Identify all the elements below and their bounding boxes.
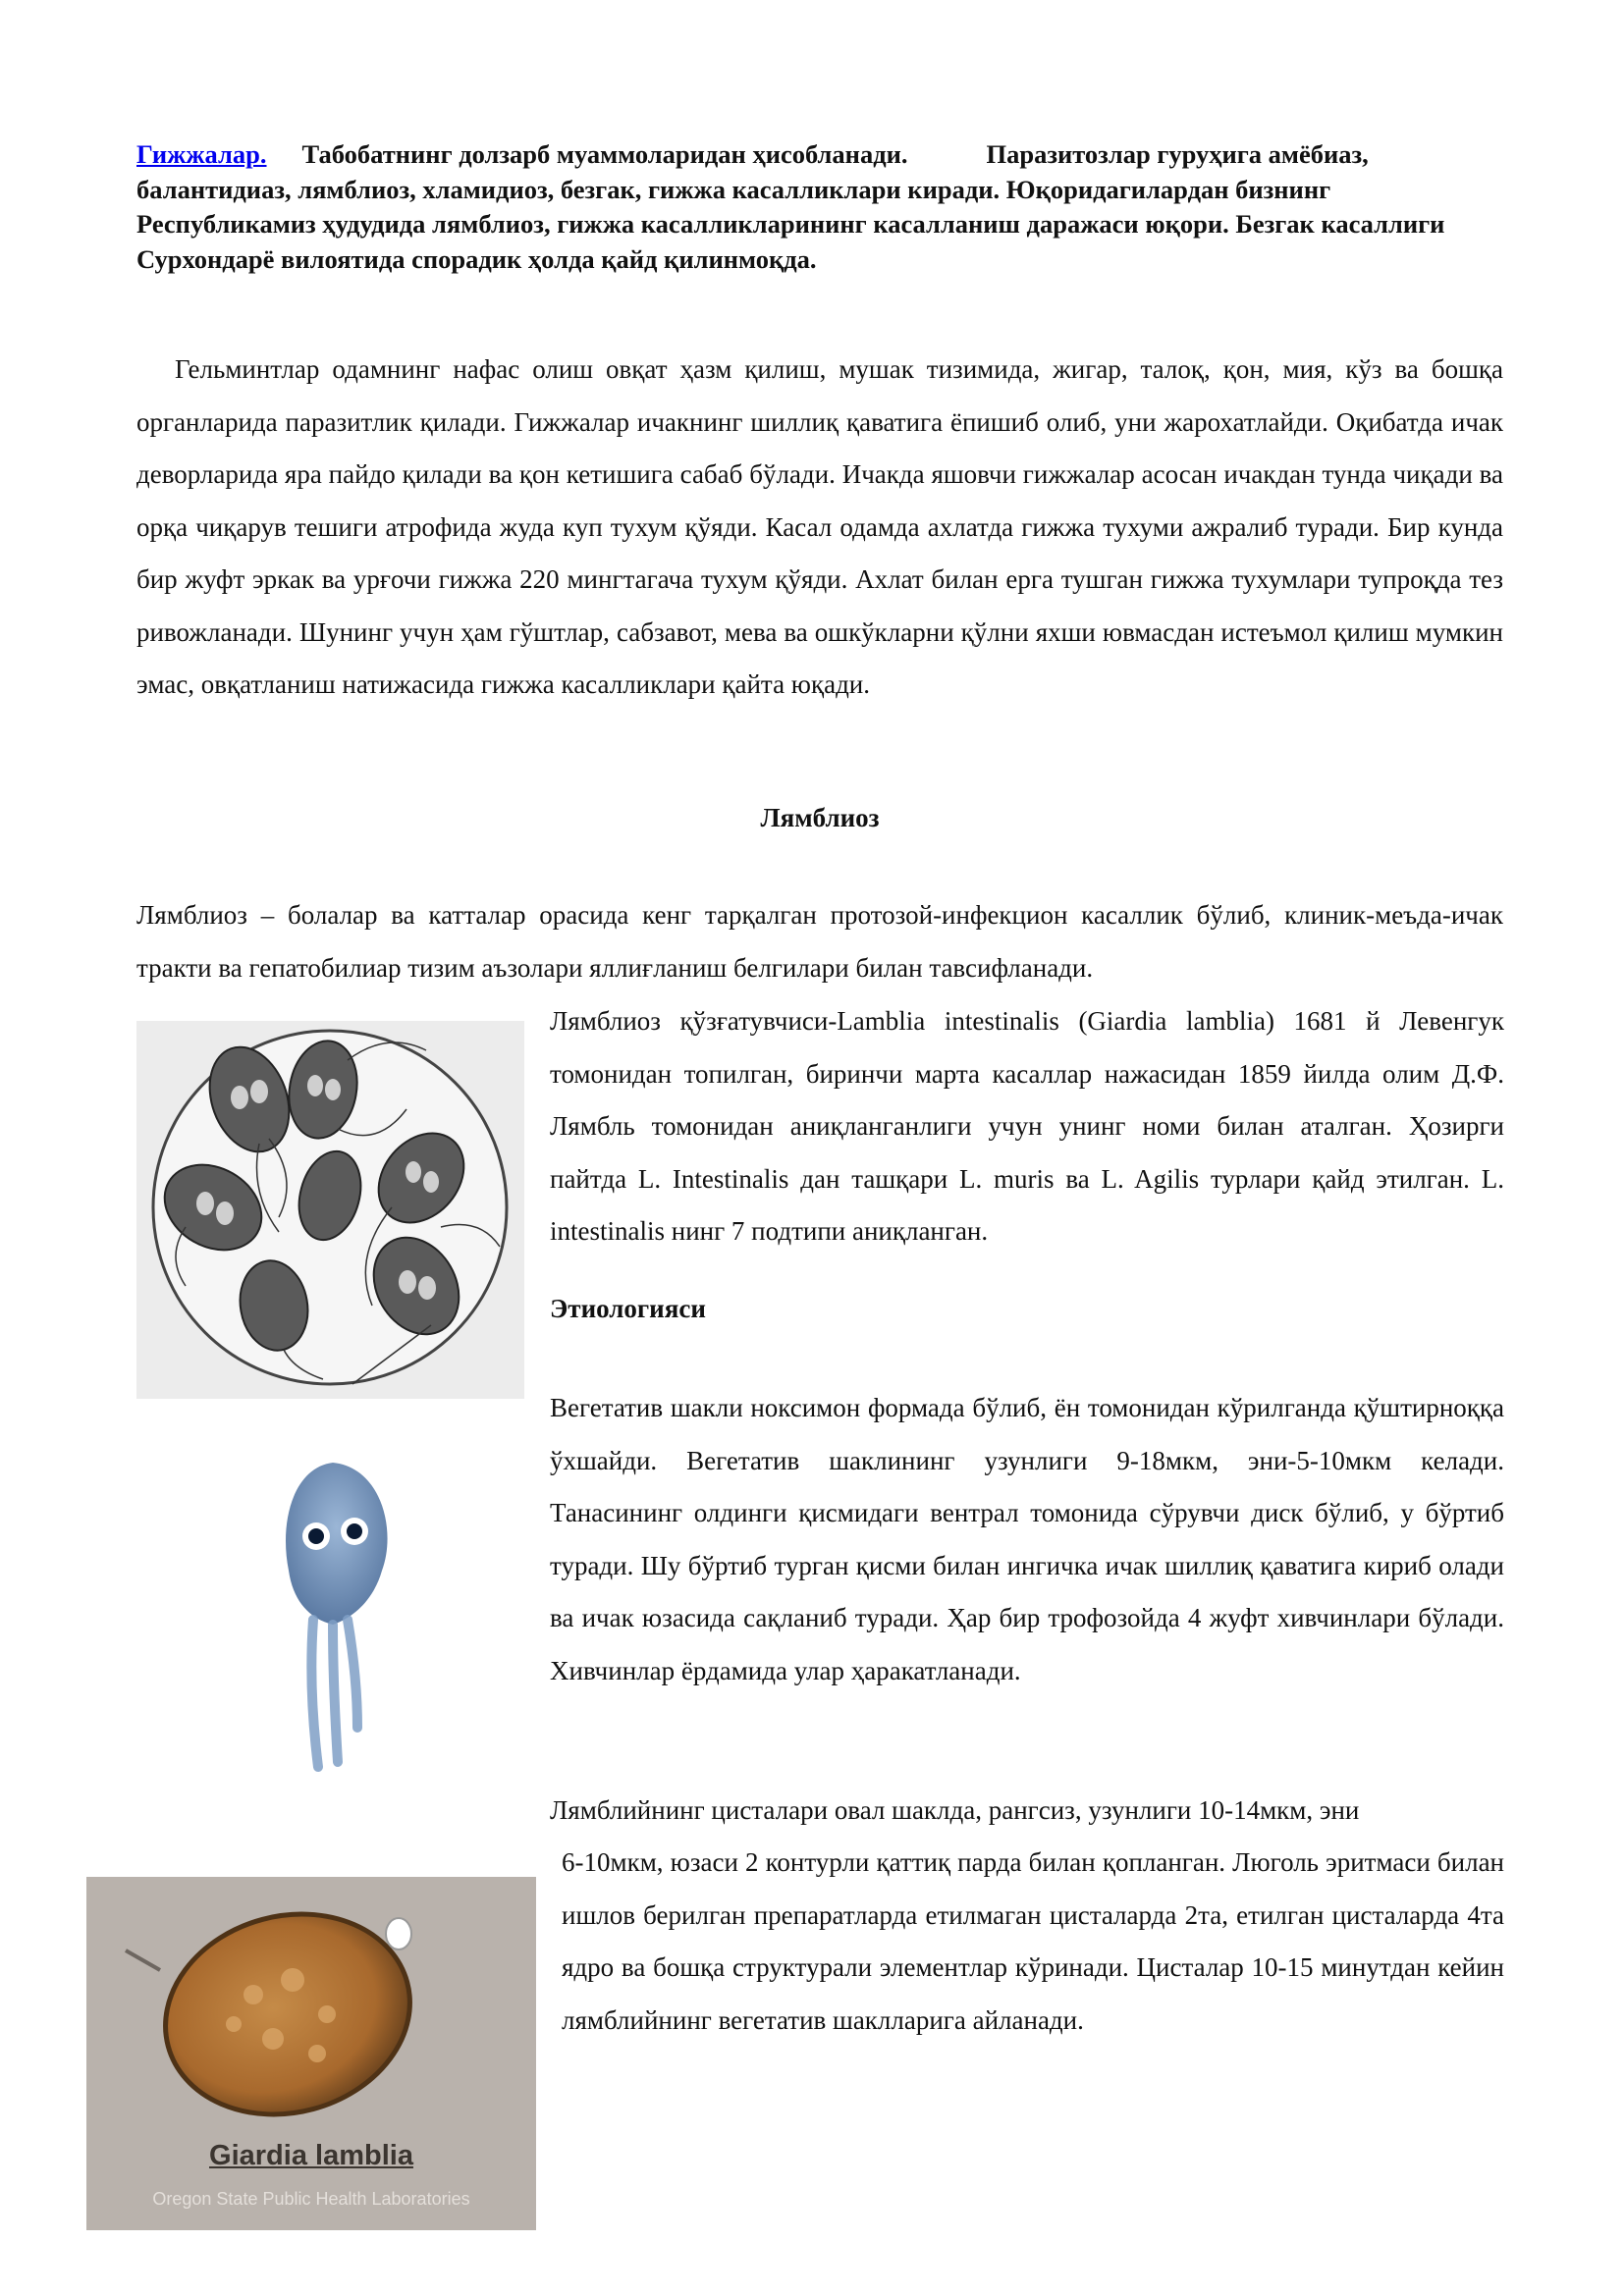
intro-sentence-1: Табобатнинг долзарб муаммоларидан ҳисобланади. — [301, 139, 908, 169]
cysts-paragraph: 6-10мкм, юзаси 2 контурли қаттиқ парда билан қопланган. Люголь эритмаси билан ишлов берилган препаратларда етилмаган цисталарда 2та, етилган цисталарда 4та ядро ва бошқа структурали элементлар кўринади. Цисталар 10-15 минутдан кейин лямблийнинг вегетатив шаклларига айланади. — [562, 1847, 1504, 2035]
giardia-trophozoites-image — [136, 1021, 524, 1399]
gizhzhalar-link[interactable]: Гижжалар. — [136, 139, 267, 169]
giardia-trophozoite-blue-image — [136, 1423, 524, 1806]
helminths-paragraph: Гельминтлар одамнинг нафас олиш овқат ҳазм қилиш, мушак тизимида, жигар, талоқ, қон, мия, кўз ва бошқа органларида паразитлик қилади. Гижжалар ичакнинг шиллиқ қаватига ёпишиб олиб, уни жарохатлайди. Оқибатда ичак деворларида яра пайдо қилади ва қон кетишига сабаб бўлади. Ичакда яшовчи гижжалар асосан ичакдан тунда чиқади ва орқа чиқарув тешиги атрофида жуда куп тухум қўяди. Касал одамда ахлатда гижжа тухуми ажралиб туради. Бир кунда бир жуфт эркак ва урғочи гижжа 220 мингтагача тухум қўяди. Ахлат билан ерга тушган гижжа тухумлари тупроқда тез ривожланади. Шунинг учун ҳам гўштлар, сабзавот, мева ва ошкўкларни қўлни яхши ювмасдан истеъмол қилиш мумкин эмас, овқатланиш натижасида гижжа касалликлари қайта юқади. — [136, 354, 1503, 699]
etiology-heading: Этиологияси — [550, 1294, 706, 1323]
intro-paragraph — [136, 137, 1491, 277]
figure-caption-title: Giardia lamblia — [209, 2140, 413, 2171]
intro-sentence-2: Паразитозлар гуруҳига амёбиаз, балантидиаз, лямблиоз, хламидиоз, безгак, гижжа касалликлари киради. Юқоридагилардан бизнинг Республикамиз ҳудудида лямблиоз, гижжа касалликларининг касалланиш даражаси юқори. Безгак касаллиги Сурхондарё вилоятида спорадик ҳолда қайд қилинмоқда. — [136, 139, 1445, 274]
lamblioz-heading: Лямблиоз — [760, 803, 880, 832]
giardia-cyst-micrograph — [86, 1877, 536, 2230]
lamblia-history-paragraph: Лямблиоз қўзғатувчиси-Lamblia intestinalis (Giardia lamblia) 1681 й Левенгук томонидан топилган, биринчи марта касаллар нажасидан 1859 йилда олим Д.Ф. Лямбль томонидан аниқланганлиги учун унинг номи билан аталган. Ҳозирги пайтда L. Intestinalis дан ташқари L. muris ва L. Agilis турлари қайд этилган. L. intestinalis нинг 7 подтипи аниқланган. — [550, 1006, 1504, 1246]
lamblioz-intro-paragraph: Лямблиоз – болалар ва катталар орасида кенг тарқалган протозой-инфекцион касаллик бўлиб, клиник-меъда-ичак тракти ва гепатобилиар тизим аъзолари яллиғланиш белгилари билан тавсифланади. — [136, 900, 1503, 983]
cysts-paragraph-line1: Лямблийнинг цисталари овал шаклда, рангсиз, узунлиги 10-14мкм, эни — [550, 1795, 1360, 1825]
figure-caption-credit: Oregon State Public Health Laboratories — [152, 2189, 470, 2209]
vegetative-form-paragraph: Вегетатив шакли ноксимон формада бўлиб, ён томонидан кўрилганда қўштирноққа ўхшайди. Вегетатив шаклининг узунлиги 9-18мкм, эни-5-10мкм келади. Танасининг олдинги қисмидаги вентрал томонида сўрувчи диск бўлиб, у бўртиб туради. Шу бўртиб турган қисми билан ингичка ичак шиллиқ қаватига кириб олади ва ичак юзасида сақланиб туради. Ҳар бир трофозойда 4 жуфт хивчинлари бўлади. Хивчинлар ёрдамида улар ҳаракатланади. — [550, 1393, 1504, 1685]
